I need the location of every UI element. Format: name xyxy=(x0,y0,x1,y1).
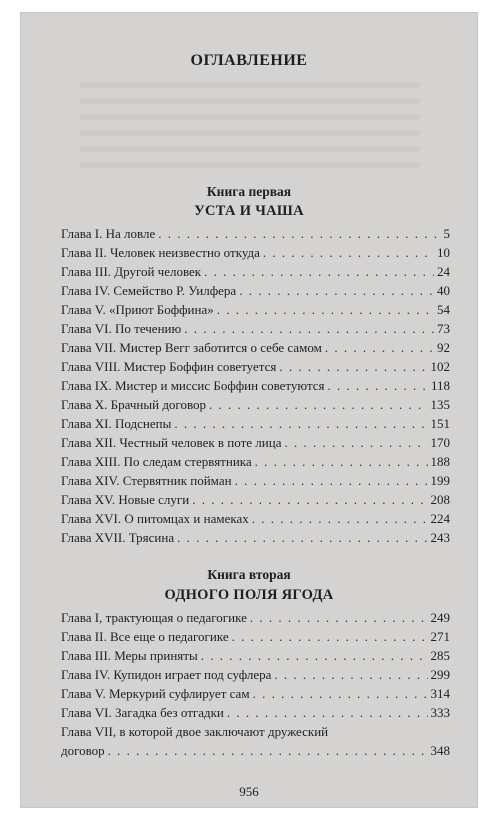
entry-page: 54 xyxy=(437,302,450,317)
entry-page: 5 xyxy=(443,226,450,241)
entry-page: 314 xyxy=(430,686,450,701)
toc-entry[interactable] xyxy=(61,376,450,395)
entry-page: 40 xyxy=(437,283,450,298)
dot-leader xyxy=(255,452,428,471)
entry-title-continued: договор xyxy=(61,743,105,758)
entry-page: 199 xyxy=(430,473,450,488)
entry-page: 102 xyxy=(430,359,450,374)
toc-entry[interactable] xyxy=(61,608,450,627)
book-2-label: Книга вторая xyxy=(207,567,291,582)
toc-entry[interactable] xyxy=(61,490,450,509)
entry-title: Глава VI. Загадка без отгадки xyxy=(61,705,224,720)
toc-entry[interactable] xyxy=(61,509,450,528)
entry-page: 170 xyxy=(430,435,450,450)
dot-leader xyxy=(284,433,427,452)
toc-entry[interactable] xyxy=(61,395,450,414)
entry-title: Глава IV. Семейство Р. Уилфера xyxy=(61,283,237,298)
entry-title: Глава X. Брачный договор xyxy=(61,397,206,412)
entry-page: 118 xyxy=(430,378,450,393)
entry-page: 224 xyxy=(430,511,450,526)
entry-page: 249 xyxy=(430,610,450,625)
entry-page: 348 xyxy=(430,743,450,758)
toc-entry[interactable] xyxy=(61,528,450,547)
entry-page: 24 xyxy=(437,264,450,279)
dot-leader xyxy=(263,243,434,262)
page-number: 956 xyxy=(239,784,259,799)
entry-title: Глава XII. Честный человек в поте лица xyxy=(61,435,282,450)
book-page xyxy=(20,12,478,808)
entry-page: 285 xyxy=(430,648,450,663)
toc-entry[interactable] xyxy=(61,684,450,703)
dot-leader xyxy=(177,528,427,547)
entry-page: 73 xyxy=(437,321,450,336)
book-2-title: ОДНОГО ПОЛЯ ЯГОДА xyxy=(164,587,334,603)
entry-page: 299 xyxy=(430,667,450,682)
entry-title: Глава IV. Купидон играет под суфлера xyxy=(61,667,272,682)
entry-page: 10 xyxy=(437,245,450,260)
entry-title: Глава I, трактующая о педагогике xyxy=(61,610,247,625)
entry-title: Глава VII. Мистер Вегг заботится о себе самом xyxy=(61,340,322,355)
toc-entry[interactable] xyxy=(61,281,450,300)
entry-title: Глава III. Меры приняты xyxy=(61,648,198,663)
entry-title: Глава VI. По течению xyxy=(61,321,182,336)
entry-title: Глава XVII. Трясина xyxy=(61,530,175,545)
toc-entry[interactable] xyxy=(61,452,450,471)
dot-leader xyxy=(274,665,427,684)
entry-title: Глава XIV. Стервятник пойман xyxy=(61,473,232,488)
dot-leader xyxy=(174,414,427,433)
dot-leader xyxy=(232,627,428,646)
dot-leader xyxy=(325,338,434,357)
entry-title: Глава VII, в которой двое заключают дружеский xyxy=(61,724,329,739)
book-1-toc xyxy=(61,224,450,547)
dot-leader xyxy=(328,376,428,395)
dot-leader xyxy=(108,741,428,760)
dot-leader xyxy=(227,703,428,722)
dot-leader xyxy=(201,646,428,665)
toc-entry[interactable] xyxy=(61,665,450,684)
toc-entry[interactable] xyxy=(61,722,450,760)
toc-entry[interactable] xyxy=(61,703,450,722)
dot-leader xyxy=(253,684,428,703)
entry-title: Глава I. На ловле xyxy=(61,226,156,241)
dot-leader xyxy=(239,281,434,300)
entry-title: Глава IX. Мистер и миссис Боффин советуются xyxy=(61,378,325,393)
entry-title: Глава XIII. По следам стервятника xyxy=(61,454,252,469)
dot-leader xyxy=(204,262,434,281)
toc-heading: ОГЛАВЛЕНИЕ xyxy=(190,52,308,69)
dot-leader xyxy=(192,490,427,509)
entry-title: Глава II. Все еще о педагогике xyxy=(61,629,229,644)
book-1-title: УСТА И ЧАША xyxy=(194,203,304,219)
entry-title: Глава II. Человек неизвестно откуда xyxy=(61,245,260,260)
entry-page: 188 xyxy=(430,454,450,469)
dot-leader xyxy=(158,224,440,243)
entry-page: 208 xyxy=(430,492,450,507)
book-2-toc xyxy=(61,608,450,760)
entry-page: 333 xyxy=(430,705,450,720)
toc-entry[interactable] xyxy=(61,319,450,338)
entry-title: Глава V. Меркурий суфлирует сам xyxy=(61,686,250,701)
entry-page: 271 xyxy=(430,629,450,644)
toc-entry[interactable] xyxy=(61,338,450,357)
toc-entry[interactable] xyxy=(61,646,450,665)
dot-leader xyxy=(184,319,434,338)
dot-leader xyxy=(250,608,428,627)
entry-page: 243 xyxy=(430,530,450,545)
toc-entry[interactable] xyxy=(61,262,450,281)
dot-leader xyxy=(279,357,427,376)
dot-leader xyxy=(252,509,428,528)
entry-page: 92 xyxy=(437,340,450,355)
entry-page: 151 xyxy=(430,416,450,431)
entry-title: Глава XVI. О питомцах и намеках xyxy=(61,511,249,526)
toc-entry[interactable] xyxy=(61,627,450,646)
entry-title: Глава III. Другой человек xyxy=(61,264,202,279)
toc-entry[interactable] xyxy=(61,224,450,243)
entry-title: Глава VIII. Мистер Боффин советуется xyxy=(61,359,277,374)
toc-entry[interactable] xyxy=(61,471,450,490)
entry-title: Глава XI. Подснепы xyxy=(61,416,172,431)
dot-leader xyxy=(217,300,434,319)
toc-entry[interactable] xyxy=(61,300,450,319)
toc-entry[interactable] xyxy=(61,357,450,376)
bleed-through-texture xyxy=(80,82,420,172)
entry-page: 135 xyxy=(430,397,450,412)
entry-title: Глава XV. Новые слуги xyxy=(61,492,190,507)
entry-title: Глава V. «Приют Боффина» xyxy=(61,302,214,317)
book-1-label: Книга первая xyxy=(206,184,292,199)
dot-leader xyxy=(209,395,428,414)
toc-entry[interactable] xyxy=(61,433,450,452)
toc-entry[interactable] xyxy=(61,243,450,262)
dot-leader xyxy=(235,471,428,490)
toc-entry[interactable] xyxy=(61,414,450,433)
